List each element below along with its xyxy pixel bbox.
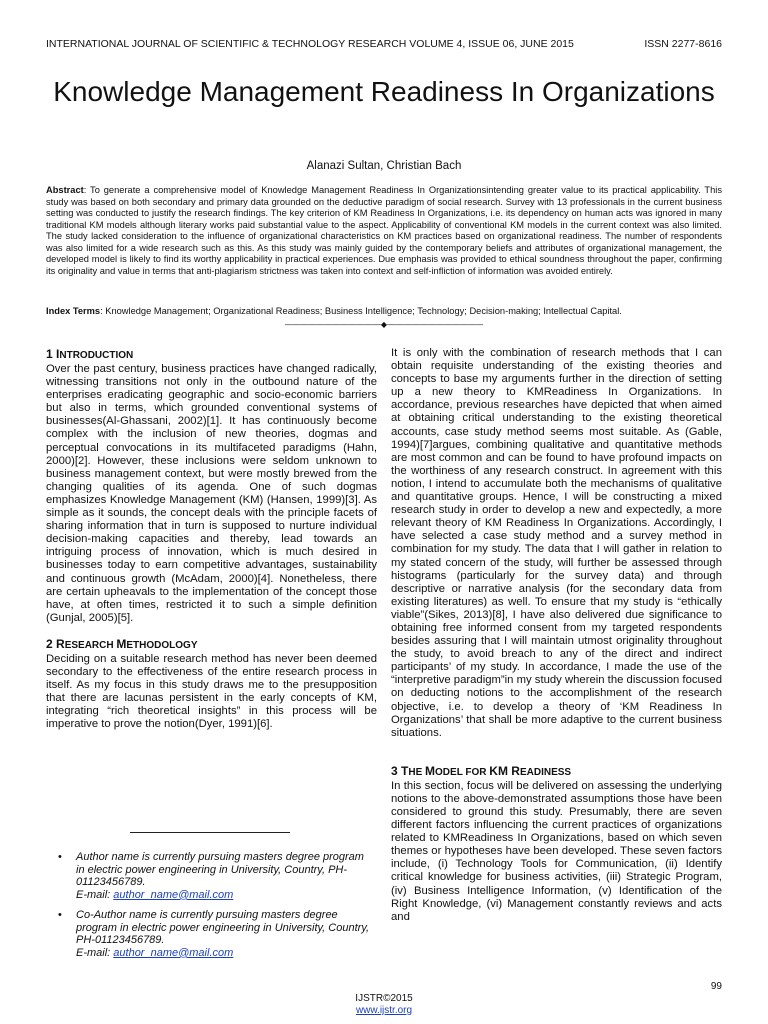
footnote-rule [130, 832, 290, 833]
right-column [391, 347, 722, 924]
journal-name: INTERNATIONAL JOURNAL OF SCIENTIFIC & TECHNOLOGY RESEARCH VOLUME 4, ISSUE 06, JUNE 2015 [46, 38, 574, 50]
running-header [46, 38, 722, 50]
co-author-email-link[interactable]: author_name@mail.com [113, 946, 234, 959]
authors: Alanazi Sultan, Christian Bach [306, 160, 462, 172]
section-heading-model-km-readiness: 3 THE MODEL FOR KM READINESS [391, 763, 572, 778]
introduction-body: Over the past century, business practices have changed radically, witnessing transitions not only in the outbound nature of the enterprises eradicating geographic and socio-economic barriers but also in terms, which grounded conventional systems of businesses(Al-Ghassani, 2002)[1]. It has continuously become complex with the inclusion of new theories, dogmas and perceptual convocations in its multifaceted paradigms (Hahn, 2000)[2]. However, these inclusions were seldom unknown to business management context, but were mostly brewed from the changing qualities of its agenda. One of such dogmas emphasizes Knowledge Management (KM) (Hansen, 1999)[3]. As simple as it sounds, the concept deals with the principle facets of sharing information that in turn is supposed to nurture individual decision-making capacities and thereby, lead towards an intriguing process of innovation, which is much desired in businesses today to earn competitive advantages, sustainability and continuous growth (McAdam, 2000)[4]. Nonetheless, there are certain upheavals to the implementation of the concept those have, at often times, restricted it to such a simple definition (Gunjal, 2005)[5]. [46, 363, 377, 624]
research-methodology-continued: It is only with the combination of research methods that I can obtain requisite understanding of the existing theories and concepts to base my arguments further in the direction of setting up a new theory to KMReadiness In Organizations. In accordance, previous researches have depicted that when aimed at obtaining critical understanding to the existing theoretical accounts, case study method seems most suitable. As (Gable, 1994)[7]argues, combining qualitative and quantitative methods are most common and can be found to have profound impacts on the worthiness of any research construct. In agreement with this notion, I intend to accumulate both the mechanisms of qualitative and quantitative groups. Hence, I will be constructing a mixed research study in order to develop a new and expectedly, a more relevant theory of KM Readiness In Organizations. Accordingly, I have selected a case study method and a survey method in combination for my study. The data that I will gather in relation to my stated concern of the study, will further be assessed through histograms (particularly for the survey data) and through descriptive or narrative analysis (for the secondary data from existing literatures) as well. To ensure that my study is “ethically viable”(Sikes, 2013)[8], I have also delivered due significance to obtaining free informed consent from my targeted respondents besides assuring that I will maintain utmost originality throughout the study, to avoid breach to any of the direct and indirect participants’ of my study. In accordance, I made the use of the “interpretive paradigm”in my study wherein the discussion focused on deducting notions to the accomplishment of the research objective, i.e. to develop a theory of ‘KM Readiness In Organizations’ that shall be more adaptive to the current business situations. [391, 347, 722, 739]
author-email-link[interactable]: author_name@mail.com [113, 888, 234, 901]
page-footer [0, 993, 768, 1017]
left-column [46, 347, 377, 731]
index-terms-label: Index Terms [46, 306, 101, 316]
footnote-author: • Author name is currently pursuing masters degree program in electric power engineering in University, Country, PH-01123456789. E-mail: author_name@mail.com [58, 851, 364, 901]
section-heading-research-methodology: 2 RESEARCH METHODOLOGY [46, 636, 198, 651]
footer-copyright: IJSTR©2015 [355, 993, 413, 1004]
bullet-icon: • [58, 851, 62, 863]
bullet-icon: • [58, 909, 62, 921]
research-methodology-body: Deciding on a suitable research method has never been deemed secondary to the effectiveness of the entire research process in itself. As my focus in this study draws me to the presupposition that there are lacunas persistent in the early concepts of KM, integrating “rich theoretical insights” in this process will be imperative to prove the notion(Dyer, 1991)[6]. [46, 652, 377, 731]
footer-url-link[interactable]: www.ijstr.org [355, 1005, 413, 1016]
model-km-readiness-body: In this section, focus will be delivered on assessing the underlying notions to the above-demonstrated assumptions those have been considered to ground this study. Presumably, there are seven different factors influencing the current practices of organizations related to KMReadiness In Organizations, based on which seven themes or hypotheses have been developed. These seven factors include, (i) Technology Tools for Communication, (ii) Identify critical knowledge for business activities, (iii) Strategic Program, (iv) Business Intelligence Information, (v) Identification of the Right Knowledge, (vi) Management constantly reviews and acts and [391, 779, 722, 923]
section-heading-introduction: 1 INTRODUCTION [46, 347, 134, 361]
paper-title: Knowledge Management Readiness In Organizations [53, 76, 715, 107]
section-separator: ————————————◆———————————— [284, 320, 484, 329]
page-number: 99 [710, 981, 722, 992]
abstract-text: : To generate a comprehensive model of Knowledge Management Readiness In Organizationsintending greater value to its practical applicability. This study was based on both secondary and primary data grounded on the deductive paradigm of social research. Survey with 13 professionals in the current business setting was conducted to justify the research findings. The key criterion of KM Readiness In Organizations, i.e. its dependency on human acts was ignored in many traditional KM models although literary works paid substantial value to the aspect. Applicability of conventional KM models in the current context was also limited. The study lacked consideration to the influence of organizational characteristics on KM practices based on organizational readiness. The number of respondents was also limited for a wide research such as this. As this study was mainly guided by the contemporary beliefs and attributes of organizational management, the developed model is likely to find its worthy applicability in practical experiences. Due emphasis was provided to ethical soundness throughout the paper, confirming its originality and value in terms that anti-plagiarism strictness was taken into context and self-infliction of information was avoided entirely. [46, 185, 722, 276]
abstract [46, 185, 722, 277]
abstract-label: Abstract [46, 185, 84, 195]
footnote-co-author: • Co-Author name is currently pursuing masters degree program in electric power engineering in University, Country, PH-01123456789. E-mail: author_name@mail.com [58, 909, 370, 959]
index-terms [46, 306, 722, 316]
issn: ISSN 2277-8616 [644, 38, 722, 50]
index-terms-text: : Knowledge Management; Organizational Readiness; Business Intelligence; Technology; Decision-making; Intellectual Capital. [100, 306, 622, 316]
